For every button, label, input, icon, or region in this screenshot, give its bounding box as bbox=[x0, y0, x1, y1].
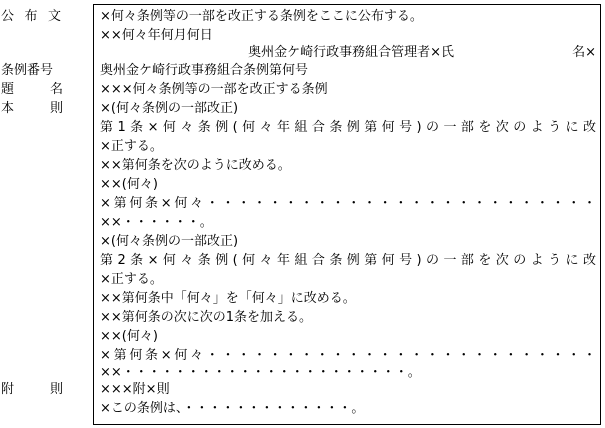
article2-caption: ×(何々条例の一部改正) bbox=[100, 234, 239, 249]
label-title: 題名 bbox=[1, 82, 63, 97]
article2-added-line2: ××・・・・・・・・・・・・・・・・・・・・・・。 bbox=[100, 365, 421, 380]
label-promulgation: 公布文 bbox=[1, 9, 61, 24]
article2-added-line1: ×第何条×何々・・・・・・・・・・・・・・・・・・・・・・・・・ bbox=[100, 348, 596, 363]
article2-instruction2: ××第何条の次に次の1条を加える。 bbox=[100, 310, 313, 325]
article2-text-line1: 第2条×何々条例(何々年組合条例第何号)の一部を次のように改 bbox=[100, 253, 596, 268]
article1-subcaption: ××(何々) bbox=[100, 177, 158, 192]
article2-instruction1: ××第何条中「何々」を「何々」に改める。 bbox=[100, 291, 356, 306]
ordinance-number: 奥州金ケ崎行政事務組合条例第何号 bbox=[100, 63, 309, 78]
label-supplementary-provisions: 附則 bbox=[1, 382, 63, 397]
signer-title: 奥州金ケ崎行政事務組合管理者×氏 bbox=[248, 45, 454, 60]
promulgation-date: ××何々年何月何日 bbox=[100, 28, 213, 43]
ordinance-title: ×××何々条例等の一部を改正する条例 bbox=[100, 82, 328, 97]
article1-amended-line1: ×第何条×何々・・・・・・・・・・・・・・・・・・・・・・・・・ bbox=[100, 196, 596, 211]
article1-text-line1: 第1条×何々条例(何々年組合条例第何号)の一部を次のように改 bbox=[100, 120, 596, 135]
label-ordinance-number: 条例番号 bbox=[1, 63, 54, 78]
label-main-provisions: 本則 bbox=[1, 101, 63, 116]
article1-text-line2: ×正する。 bbox=[100, 139, 163, 154]
signer-name-suffix: 名× bbox=[572, 45, 596, 60]
signer-indent bbox=[100, 43, 130, 62]
article2-subcaption: ××(何々) bbox=[100, 329, 158, 344]
article1-amended-line2: ××・・・・・・。 bbox=[100, 215, 213, 230]
article2-text-line2: ×正する。 bbox=[100, 272, 163, 287]
supplementary-text: ×この条例は、・・・・・・・・・・・・・。 bbox=[100, 401, 365, 416]
article1-caption: ×(何々条例の一部改正) bbox=[100, 101, 239, 116]
signer-line bbox=[100, 43, 596, 62]
article1-instruction: ××第何条を次のように改める。 bbox=[100, 158, 291, 173]
supplementary-heading: ×××附×則 bbox=[100, 382, 170, 397]
promulgation-text: ×何々条例等の一部を改正する条例をここに公布する。 bbox=[100, 9, 423, 24]
